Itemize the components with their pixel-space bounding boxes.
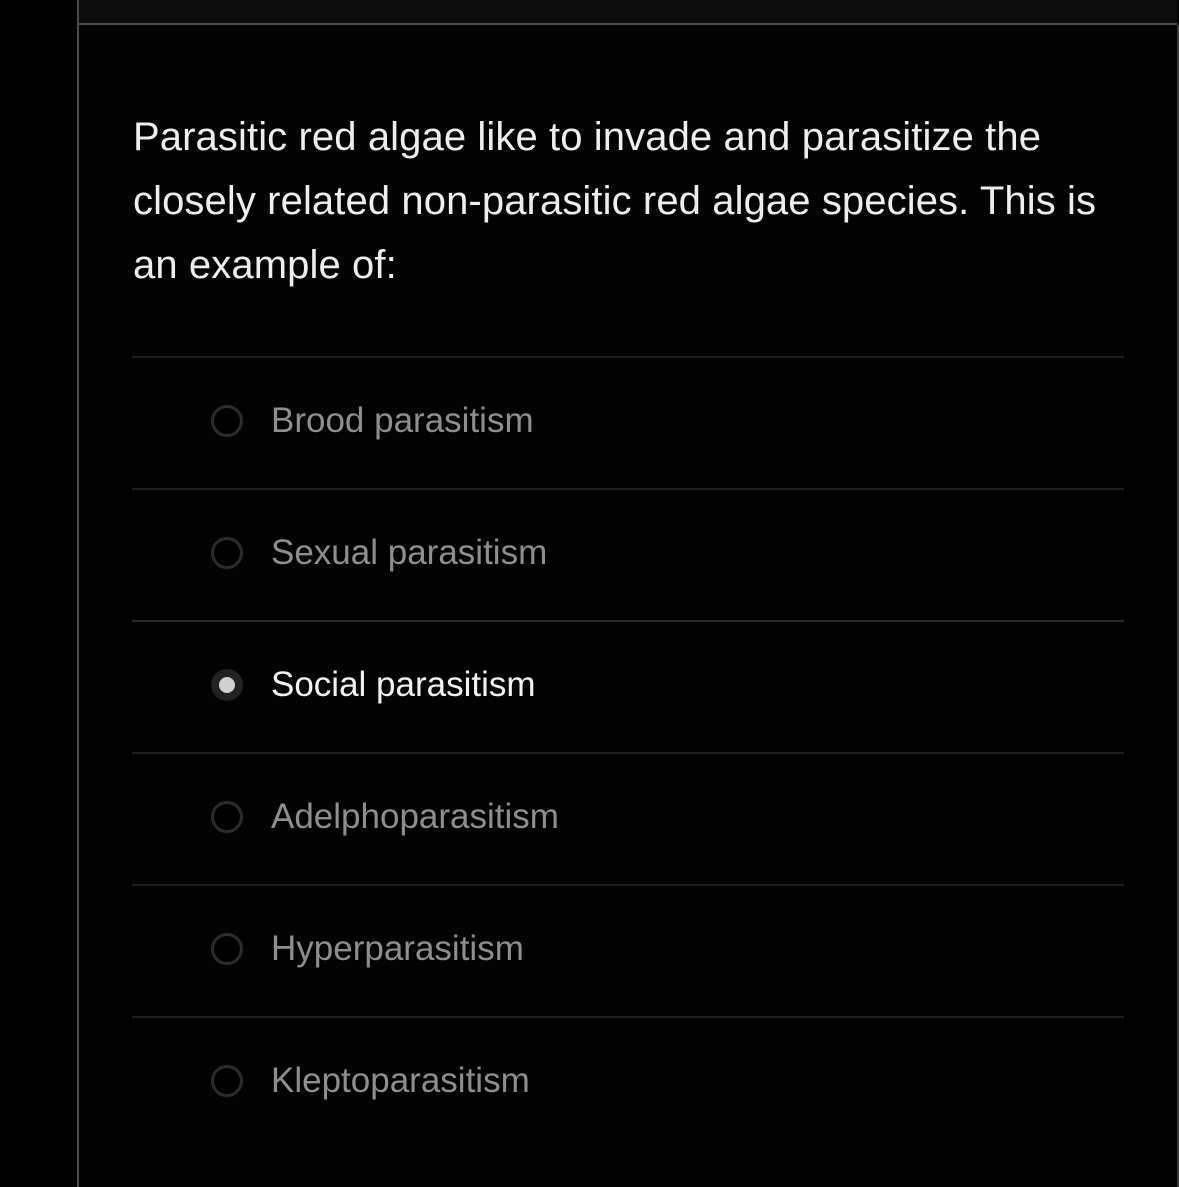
option-label: Hyperparasitism — [271, 929, 524, 968]
left-rail — [0, 0, 79, 1187]
radio-unchecked-icon[interactable] — [211, 1065, 243, 1097]
option-brood-parasitism[interactable] — [132, 356, 1124, 488]
option-sexual-parasitism[interactable] — [132, 488, 1124, 620]
radio-checked-icon[interactable] — [211, 669, 243, 701]
question-text: Parasitic red algae like to invade and parasitize the closely related non-parasitic red algae species. This is an example of: — [133, 115, 1097, 287]
option-label: Kleptoparasitism — [271, 1061, 530, 1100]
option-social-parasitism[interactable] — [132, 620, 1124, 752]
radio-unchecked-icon[interactable] — [211, 537, 243, 569]
option-label: Social parasitism — [271, 665, 536, 704]
option-label: Sexual parasitism — [271, 533, 548, 572]
option-adelphoparasitism[interactable] — [132, 752, 1124, 884]
option-kleptoparasitism[interactable] — [132, 1016, 1124, 1148]
radio-unchecked-icon[interactable] — [211, 933, 243, 965]
option-label: Adelphoparasitism — [271, 797, 559, 836]
question-card — [79, 25, 1177, 1187]
answer-options — [132, 356, 1124, 1148]
option-label: Brood parasitism — [271, 401, 534, 440]
radio-unchecked-icon[interactable] — [211, 405, 243, 437]
radio-unchecked-icon[interactable] — [211, 801, 243, 833]
top-bar — [79, 0, 1177, 25]
option-hyperparasitism[interactable] — [132, 884, 1124, 1016]
